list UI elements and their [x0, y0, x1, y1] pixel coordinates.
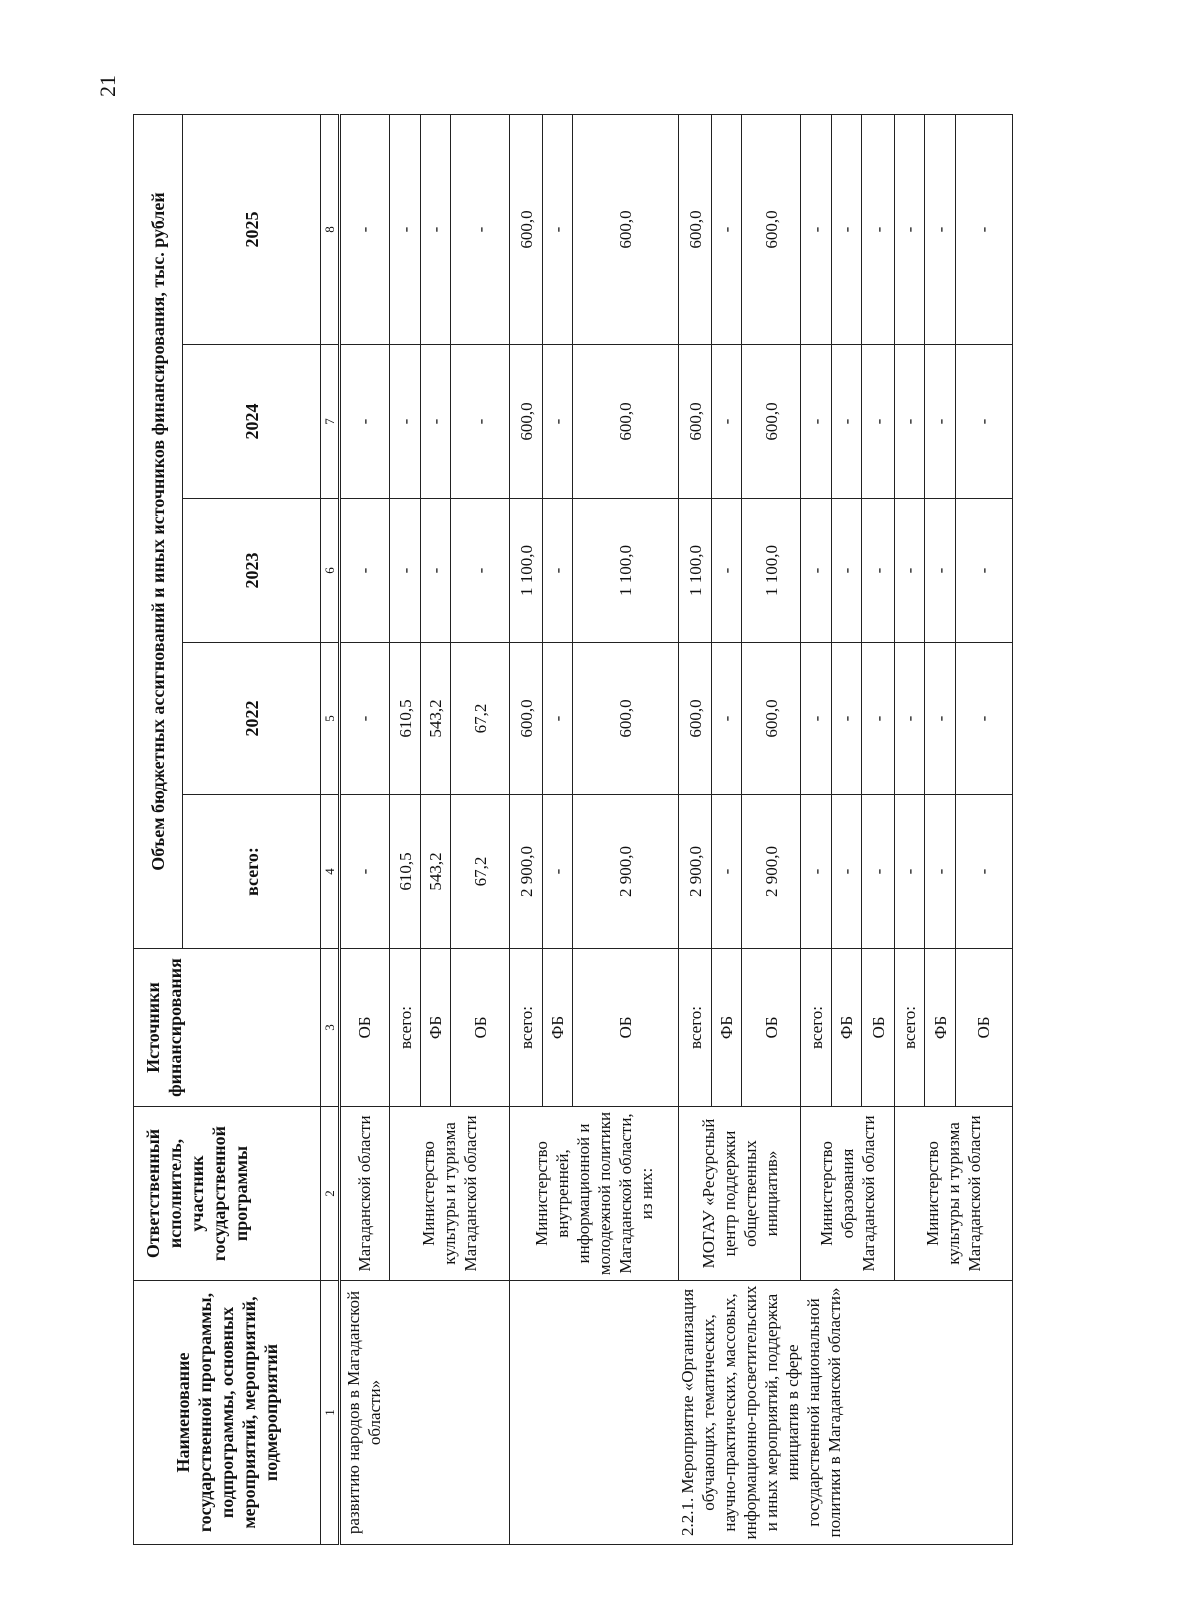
value-2025: - — [955, 115, 1012, 345]
index-cell: 2 — [321, 1107, 339, 1281]
value-2023: - — [862, 499, 895, 643]
value-2023: - — [339, 499, 390, 643]
total-cell: 2 900,0 — [679, 795, 712, 949]
item-name: 2.2.1. Мероприятие «Организация обучающих, тематических, научно-практических, массовых, информационно-просветительских и иных мероприятий, поддержка инициатив в сфере государственной национальной политики в Магаданской области» — [510, 1281, 1013, 1545]
value-2023: 1 100,0 — [742, 499, 801, 643]
source-cell: ОБ — [573, 949, 679, 1107]
index-cell: 5 — [321, 643, 339, 795]
financing-table — [133, 114, 1013, 1545]
value-2022: 610,5 — [390, 643, 421, 795]
source-cell: ФБ — [711, 949, 742, 1107]
executor-cell: Министерство образования Магаданской области — [801, 1107, 895, 1281]
header-2022: 2022 — [182, 643, 320, 795]
value-2025: - — [339, 115, 390, 345]
value-2025: - — [420, 115, 451, 345]
value-2024: 600,0 — [510, 345, 543, 499]
value-2022: 67,2 — [451, 643, 510, 795]
value-2024: - — [451, 345, 510, 499]
source-cell: ФБ — [420, 949, 451, 1107]
value-2022: - — [339, 643, 390, 795]
total-cell: 543,2 — [420, 795, 451, 949]
source-cell: ОБ — [742, 949, 801, 1107]
total-cell: - — [711, 795, 742, 949]
value-2024: - — [955, 345, 1012, 499]
value-2024: - — [925, 345, 956, 499]
value-2022: - — [894, 643, 925, 795]
header-row-top — [134, 115, 183, 1545]
header-total: всего: — [182, 795, 320, 949]
value-2024: 600,0 — [573, 345, 679, 499]
value-2023: - — [925, 499, 956, 643]
table-row — [339, 115, 390, 1545]
total-cell: - — [925, 795, 956, 949]
source-cell: всего: — [894, 949, 925, 1107]
header-volume: Объем бюджетных ассигнований и иных источников финансирования, тыс. рублей — [134, 115, 183, 949]
header-2024: 2024 — [182, 345, 320, 499]
value-2022: - — [925, 643, 956, 795]
value-2022: 600,0 — [742, 643, 801, 795]
value-2025: - — [542, 115, 573, 345]
value-2025: - — [711, 115, 742, 345]
total-cell: 2 900,0 — [510, 795, 543, 949]
executor-cell: Министерство культуры и туризма Магаданской области — [894, 1107, 1012, 1281]
value-2023: 1 100,0 — [679, 499, 712, 643]
value-2025: 600,0 — [573, 115, 679, 345]
value-2023: - — [894, 499, 925, 643]
total-cell: - — [801, 795, 832, 949]
executor-cell: Министерство культуры и туризма Магаданской области — [390, 1107, 510, 1281]
value-2025: - — [862, 115, 895, 345]
index-cell: 6 — [321, 499, 339, 643]
index-cell: 1 — [321, 1281, 339, 1545]
value-2022: 600,0 — [510, 643, 543, 795]
total-cell: - — [955, 795, 1012, 949]
value-2023: - — [390, 499, 421, 643]
value-2022: - — [862, 643, 895, 795]
total-cell: - — [894, 795, 925, 949]
value-2025: - — [894, 115, 925, 345]
value-2023: - — [801, 499, 832, 643]
total-cell: 2 900,0 — [742, 795, 801, 949]
index-cell: 4 — [321, 795, 339, 949]
value-2025: - — [925, 115, 956, 345]
source-cell: всего: — [801, 949, 832, 1107]
total-cell: - — [831, 795, 862, 949]
total-cell: 67,2 — [451, 795, 510, 949]
value-2024: - — [390, 345, 421, 499]
value-2025: 600,0 — [742, 115, 801, 345]
value-2024: - — [420, 345, 451, 499]
value-2022: 600,0 — [573, 643, 679, 795]
header-name: Наименование государственной программы, подпрограммы, основных мероприятий, мероприятий, подмероприятий — [134, 1281, 321, 1545]
value-2025: - — [831, 115, 862, 345]
source-cell: всего: — [679, 949, 712, 1107]
page-number: 21 — [95, 75, 120, 97]
total-cell: 2 900,0 — [573, 795, 679, 949]
total-cell: 610,5 — [390, 795, 421, 949]
item-name: развитию народов в Магаданской области» — [339, 1281, 510, 1545]
rotated-table-sheet — [133, 115, 1013, 1545]
value-2023: - — [831, 499, 862, 643]
value-2025: - — [390, 115, 421, 345]
value-2024: - — [831, 345, 862, 499]
source-cell: ФБ — [542, 949, 573, 1107]
value-2025: - — [801, 115, 832, 345]
table-row — [510, 115, 543, 1545]
value-2024: - — [711, 345, 742, 499]
value-2023: 1 100,0 — [573, 499, 679, 643]
executor-cell: Министерство внутренней, информационной и молодежной политики Магаданской области, из них: — [510, 1107, 679, 1281]
value-2024: 600,0 — [742, 345, 801, 499]
value-2022: 600,0 — [679, 643, 712, 795]
value-2024: 600,0 — [679, 345, 712, 499]
value-2023: - — [542, 499, 573, 643]
value-2024: - — [894, 345, 925, 499]
source-cell: ФБ — [831, 949, 862, 1107]
value-2022: - — [542, 643, 573, 795]
header-2025: 2025 — [182, 115, 320, 345]
value-2024: - — [801, 345, 832, 499]
header-2023: 2023 — [182, 499, 320, 643]
value-2025: 600,0 — [679, 115, 712, 345]
executor-cell: Магаданской области — [339, 1107, 390, 1281]
value-2023: - — [451, 499, 510, 643]
value-2023: - — [420, 499, 451, 643]
executor-cell: МОГАУ «Ресурсный центр поддержки общественных инициатив» — [679, 1107, 801, 1281]
header-source: Источники финансирования — [134, 949, 321, 1107]
value-2023: - — [955, 499, 1012, 643]
value-2024: - — [862, 345, 895, 499]
value-2023: 1 100,0 — [510, 499, 543, 643]
source-cell: всего: — [510, 949, 543, 1107]
value-2022: - — [711, 643, 742, 795]
source-cell: ОБ — [862, 949, 895, 1107]
column-index-row — [321, 115, 339, 1545]
value-2025: - — [451, 115, 510, 345]
total-cell: - — [339, 795, 390, 949]
index-cell: 7 — [321, 345, 339, 499]
source-cell: всего: — [390, 949, 421, 1107]
index-cell: 8 — [321, 115, 339, 345]
value-2022: 543,2 — [420, 643, 451, 795]
source-cell: ОБ — [955, 949, 1012, 1107]
source-cell: ОБ — [339, 949, 390, 1107]
value-2024: - — [542, 345, 573, 499]
value-2024: - — [339, 345, 390, 499]
source-cell: ФБ — [925, 949, 956, 1107]
value-2022: - — [831, 643, 862, 795]
value-2022: - — [955, 643, 1012, 795]
header-executor: Ответственный исполнитель, участник государственной программы — [134, 1107, 321, 1281]
index-cell: 3 — [321, 949, 339, 1107]
value-2025: 600,0 — [510, 115, 543, 345]
total-cell: - — [542, 795, 573, 949]
source-cell: ОБ — [451, 949, 510, 1107]
value-2023: - — [711, 499, 742, 643]
total-cell: - — [862, 795, 895, 949]
value-2022: - — [801, 643, 832, 795]
